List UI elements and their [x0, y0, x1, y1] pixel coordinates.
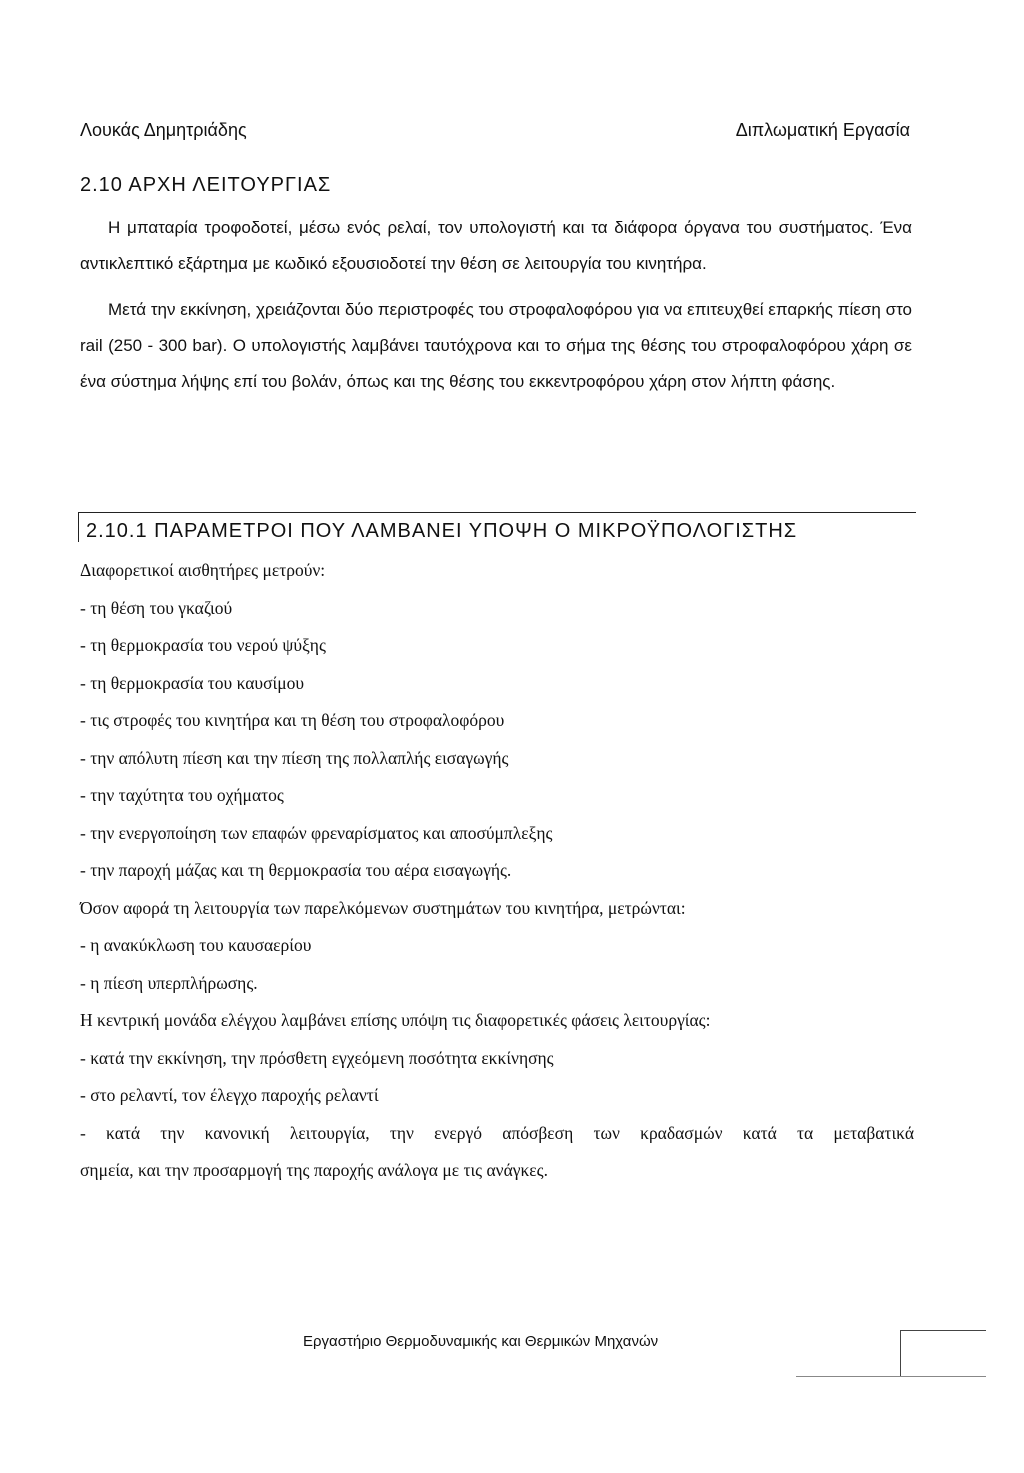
- page-box-top-rule: [900, 1330, 986, 1331]
- header-doc-type: Διπλωματική Εργασία: [735, 120, 910, 140]
- list-item-continuation: σημεία, και την προσαρμογή της παροχής ανάλογα με τις ανάγκες.: [80, 1160, 548, 1180]
- list-item: - την απόλυτη πίεση και την πίεση της πολλαπλής εισαγωγής: [80, 747, 509, 768]
- page-box-bottom-rule: [796, 1376, 986, 1377]
- header-author: Λουκάς Δημητριάδης: [80, 120, 247, 140]
- list-item: - κατά την εκκίνηση, την πρόσθετη εγχεόμενη ποσότητα εκκίνησης: [80, 1047, 554, 1068]
- paragraph-2: Μετά την εκκίνηση, χρειάζονται δύο περιστροφές του στροφαλοφόρου για να επιτευχθεί επαρκής πίεση στο rail (250 - 300 bar). Ο υπολογιστής λαμβάνει ταυτόχρονα και το σήμα της θέσης του στροφαλοφόρου χάρη σε ένα σύστημα λήψης επί του βολάν, όπως και της θέσης του εκκεντροφόρου χάρη στον λήπτη φάσης.: [80, 300, 912, 391]
- section-title: 2.10 ΑΡΧΗ ΛΕΙΤΟΥΡΓΙΑΣ: [80, 174, 332, 196]
- subsection-bracket: [78, 512, 79, 542]
- list-item: - την παροχή μάζας και τη θερμοκρασία του αέρα εισαγωγής.: [80, 860, 512, 880]
- footer-lab: Εργαστήριο Θερμοδυναμικής και Θερμικών Μηχανών: [303, 1333, 659, 1350]
- list-item: - η ανακύκλωση του καυσαερίου: [80, 935, 312, 955]
- subsection-rule: [78, 512, 916, 513]
- list-item: - τη θέση του γκαζιού: [80, 597, 233, 618]
- section-body: [80, 210, 912, 400]
- page-box-left-rule: [900, 1330, 901, 1376]
- paragraph-1: Η μπαταρία τροφοδοτεί, μέσω ενός ρελαί, τον υπολογιστή και τα διάφορα όργανα του συστήματος. Ένα αντικλεπτικό εξάρτημα με κωδικό εξουσιοδοτεί την θέση σε λειτουργία του κινητήρα.: [80, 218, 912, 273]
- aux-intro: Όσον αφορά τη λειτουργία των παρελκόμενων συστημάτων του κινητήρα, μετρώνται:: [80, 897, 686, 918]
- parameters-list: [80, 552, 914, 1190]
- list-item: - στο ρελαντί, τον έλεγχο παροχής ρελαντί: [80, 1085, 379, 1105]
- list-item: - τη θερμοκρασία του νερού ψύξης: [80, 635, 326, 655]
- list-item: - τη θερμοκρασία του καυσίμου: [80, 672, 305, 693]
- phases-intro: Η κεντρική μονάδα ελέγχου λαμβάνει επίσης υπόψη τις διαφορετικές φάσεις λειτουργίας:: [80, 1010, 711, 1030]
- list-item: - την ενεργοποίηση των επαφών φρεναρίσματος και αποσύμπλεξης: [80, 822, 553, 843]
- sensors-intro: Διαφορετικοί αισθητήρες μετρούν:: [80, 560, 326, 580]
- list-item: - την ταχύτητα του οχήματος: [80, 785, 284, 805]
- subsection-title: 2.10.1 ΠΑΡΑΜΕΤΡΟΙ ΠΟΥ ΛΑΜΒΑΝΕΙ ΥΠΟΨΗ Ο ΜΙΚΡΟΫΠΟΛΟΓΙΣΤΗΣ: [86, 520, 798, 542]
- list-item-justified: - κατά την κανονική λειτουργία, την ενεργό απόσβεση των κραδασμών κατά τα μεταβατικά: [80, 1122, 914, 1143]
- list-item: - τις στροφές του κινητήρα και τη θέση του στροφαλοφόρου: [80, 710, 505, 730]
- list-item: - η πίεση υπερπλήρωσης.: [80, 972, 258, 993]
